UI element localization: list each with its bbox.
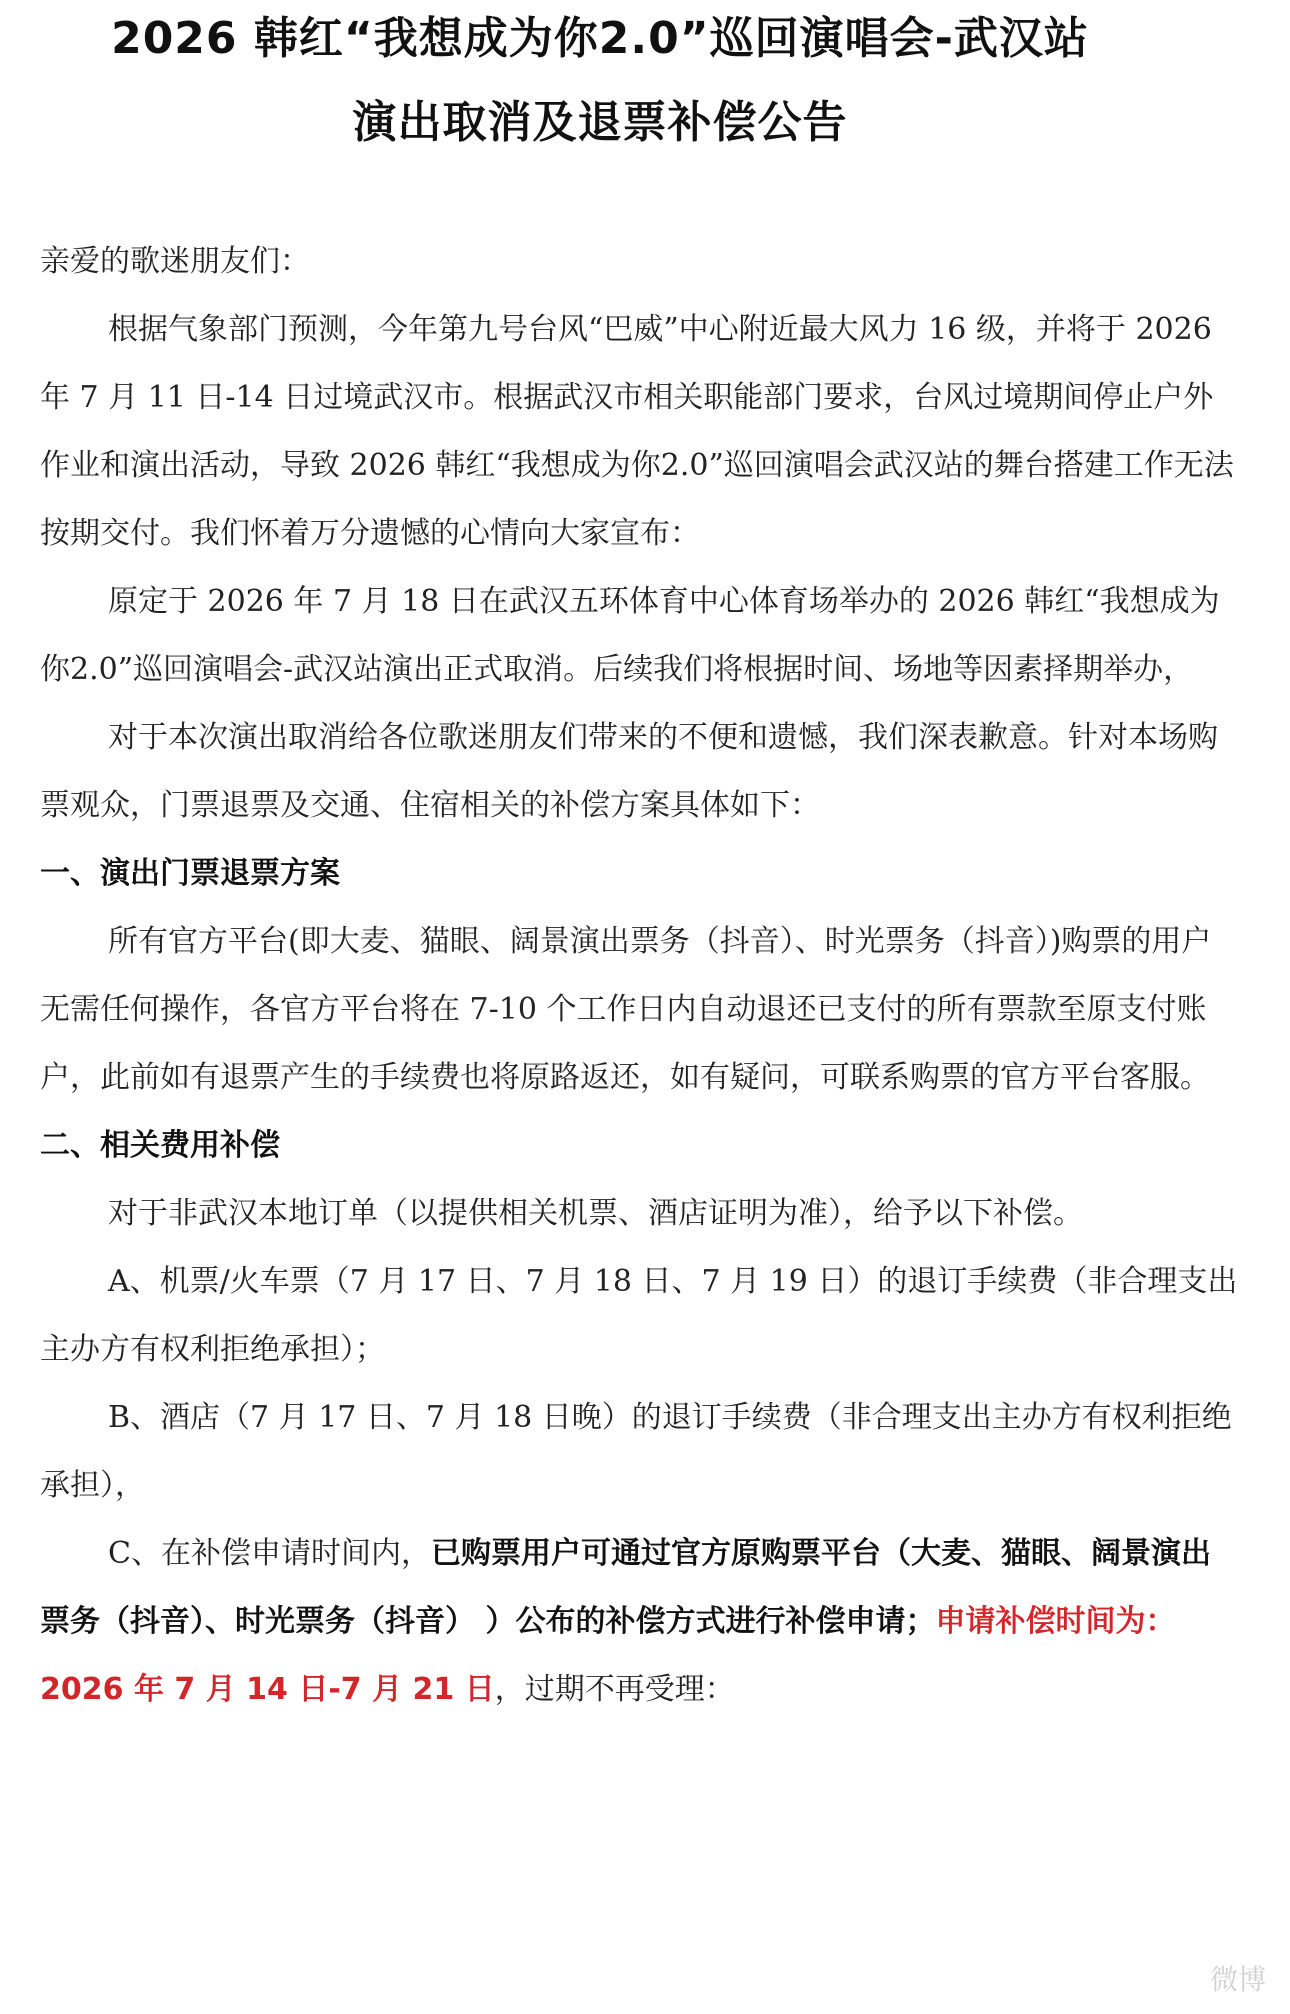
- item-c-application: [40, 1520, 1240, 1724]
- section-heading-refund: 一、演出门票退票方案: [40, 856, 340, 891]
- item-b-hotel: B、酒店（7 月 17 日、7 月 18 日晚）的退订手续费（非合理支出主办方有权利拒绝承担），: [40, 1400, 1232, 1503]
- title-line-2: 演出取消及退票补偿公告: [352, 97, 848, 148]
- greeting: 亲爱的歌迷朋友们：: [40, 244, 310, 279]
- paragraph-typhoon: 根据气象部门预测，今年第九号台风“巴威”中心附近最大风力 16 级，并将于 2026 年 7 月 11 日-14 日过境武汉市。根据武汉市相关职能部门要求，台风过境期间停止户外作业和演出活动，导致 2026 韩红“我想成为你2.0”巡回演唱会武汉站的舞台搭建工作无法按期交付。我们怀着万分遗憾的心情向大家宣布：: [40, 312, 1234, 551]
- item-c-prefix: C、在补偿申请时间内，: [108, 1536, 431, 1571]
- announcement-body: [40, 228, 1240, 1724]
- section-heading-compensation: 二、相关费用补偿: [40, 1128, 280, 1163]
- title-line-1: 2026 韩红“我想成为你2.0”巡回演唱会-武汉站: [111, 13, 1089, 64]
- item-c-suffix: ，过期不再受理：: [494, 1672, 735, 1707]
- paragraph-apology: 对于本次演出取消给各位歌迷朋友们带来的不便和遗憾，我们深表歉意。针对本场购票观众，门票退票及交通、住宿相关的补偿方案具体如下：: [40, 720, 1218, 823]
- paragraph-cancellation: 原定于 2026 年 7 月 18 日在武汉五环体育中心体育场举办的 2026 韩红“我想成为你2.0”巡回演唱会-武汉站演出正式取消。后续我们将根据时间、场地等因素择期举办，: [40, 584, 1220, 687]
- item-c-instructions: 已购票用户可通过官方原购票平台（大麦、猫眼、阔景演出票务（抖音）、时光票务（抖音） ）公布的补偿方式进行补偿申请；: [40, 1536, 1211, 1639]
- weibo-watermark: 微博: [1209, 1963, 1266, 1996]
- item-c-deadline: 申请补偿时间为：2026 年 7 月 14 日-7 月 21 日: [40, 1604, 1176, 1707]
- paragraph-compensation-intro: 对于非武汉本地订单（以提供相关机票、酒店证明为准），给予以下补偿。: [108, 1196, 1083, 1231]
- paragraph-refund-plan: 所有官方平台(即大麦、猫眼、阔景演出票务（抖音）、时光票务（抖音）)购票的用户无需任何操作，各官方平台将在 7-10 个工作日内自动退还已支付的所有票款至原支付账户，此前如有退票产生的手续费也将原路返还，如有疑问，可联系购票的官方平台客服。: [40, 924, 1212, 1095]
- item-a-flights: A、机票/火车票（7 月 17 日、7 月 18 日、7 月 19 日）的退订手续费（非合理支出主办方有权利拒绝承担）；: [40, 1264, 1238, 1367]
